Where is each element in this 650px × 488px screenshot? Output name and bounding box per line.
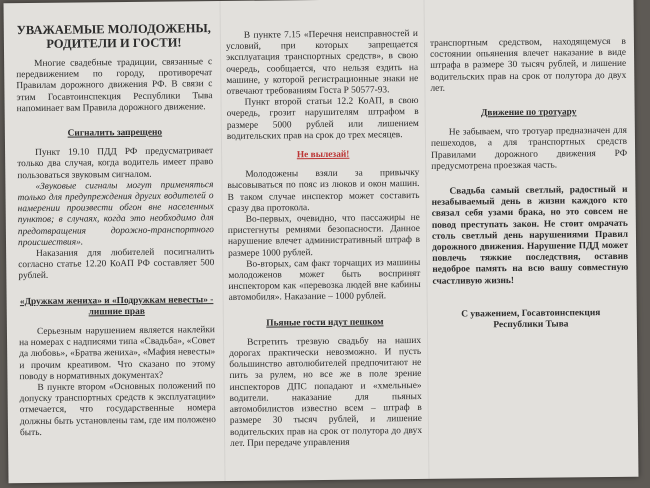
- column-1: [16, 1, 217, 439]
- leaflet-sheet: [4, 0, 639, 483]
- fold-line: [423, 0, 429, 479]
- pyanye-paragraph: Встретить трезвую свадьбу на наших дорогах практически невозможно. И пусть большинство автолюбителей предпочитают не пить за рулем, но все же в поле зрение инспекторов ДПС попадают и «хмельные» водители. наказание для пьяных автомобилистов известно всем – штраф в размере 30 тысяч рублей, и лишение водительских прав на срок от полутора до двух лет. При передаче управления: [229, 335, 423, 449]
- svadba-paragraph: Свадьба самый светлый, радостный и незабываемый день в жизни каждого кто связал себя узами брака, но это совсем не повод преступать закон. Не стоит омрачать столь светлый день нарушениями Правил дорожного движения. Нарушение ПДД может повлечь тяжкие последствия, оставив недоброе память на всю вашу совместную счастливую жизнь!: [431, 184, 629, 287]
- vo2-paragraph: Во-вторых, сам факт торчащих из машины молодоженов может быть воспринят инспектором как «перевозка людей вне кабины автомобиля». Наказание – 1000 рублей.: [228, 257, 421, 304]
- signal-paragraph: Пункт 19.10 ПДД РФ предусматривает только два случая, когда водитель имеет право пользоваться звуковым сигналом.: [17, 146, 214, 181]
- signature: С уважением, Госавтоинспекция Республики Тыва: [461, 307, 601, 331]
- heading-vylez: Не вылезай!: [296, 149, 350, 161]
- drujki-paragraph: Серьезным нарушением является наклейки на номерах с надписями типа «Свадьба», «Совет да любовь», «Братва жениха», «Мафия невесты» и прочим креативом. Что сказано по этому поводу в нормативных документах?: [19, 325, 216, 383]
- trotuar-paragraph: Не забываем, что тротуар предназначен для пешеходов, а для транспортных средств Правилами дорожного движения РФ предусмотрена проезжая часть.: [430, 126, 628, 172]
- fold-line: [219, 1, 225, 481]
- heading-trotuar: Движение по тротуару: [480, 107, 577, 119]
- heading-pyanye: Пьяные гости идут пешком: [266, 317, 384, 329]
- punkt2-paragraph: Пункт второй статьи 12.2 КоАП, в свою очередь, грозит нарушителям штрафом в размере 5000 рублей или лишением водительских прав на срок до трех месяцев.: [226, 96, 419, 142]
- column-3: [430, 37, 629, 332]
- osnov-paragraph: В пункте втором «Основных положений по допуску транспортных средств к эксплуатации» отмечается, что государственные номера должны быть установлены там, где им положено быть.: [19, 381, 216, 439]
- continuation-paragraph: транспортным средством, находящемуся в состоянии опьянения влечет наказание в виде штрафа в размере 30 тысяч рублей, и лишение водительских прав на срок от полутора до двух лет.: [429, 36, 627, 94]
- leaflet-title: УВАЖАЕМЫЕ МОЛОДОЖЕНЫ, РОДИТЕЛИ И ГОСТИ!: [16, 21, 211, 51]
- vo1-paragraph: Во-первых, очевидно, что пассажиры не пристегнуты ремнями безопасности. Данное нарушение влечет административный штраф в размере 1000 рублей.: [227, 213, 421, 259]
- signal-fine: Наказания для любителей посигналить согласно статье 12.20 КоАП РФ составляет 500 рублей.: [18, 247, 215, 282]
- intro-paragraph: Многие свадебные традиции, связанные с передвижением по городу, противоречат Правилам дорожного движения РФ. В связи с этим Госавтоинспекция Республики Тыва напоминает вам Правила дорожного движение.: [16, 57, 213, 114]
- signal-quote: «Звуковые сигналы могут применяться только для предупреждения других водителей о намерении произвести обгон вне населенных пунктов; в случаях, когда это необходимо для предотвращения дорожно-транспортного происшествия».: [17, 179, 214, 249]
- column-2: [226, 29, 422, 450]
- heading-drujki: «Дружкам женихa» и «Подружкам невесты» - лишние прав: [19, 294, 214, 318]
- vylez-paragraph: Молодожены взяли за привычку высовываться по пояс из люков и окон машин. В таком случае инспектор может составить сразу два протокола.: [227, 168, 420, 214]
- perechen-paragraph: В пункте 7.15 «Перечня неисправностей и условий, при которых запрещается эксплуатация транспортных средств», в свою очередь, сообщается, что нельзя ездить на машине, у которой регистрационные знаки не отвечают требованиям Госта Р 50577-93.: [225, 28, 419, 97]
- heading-signal: Сигналить запрещено: [67, 127, 163, 139]
